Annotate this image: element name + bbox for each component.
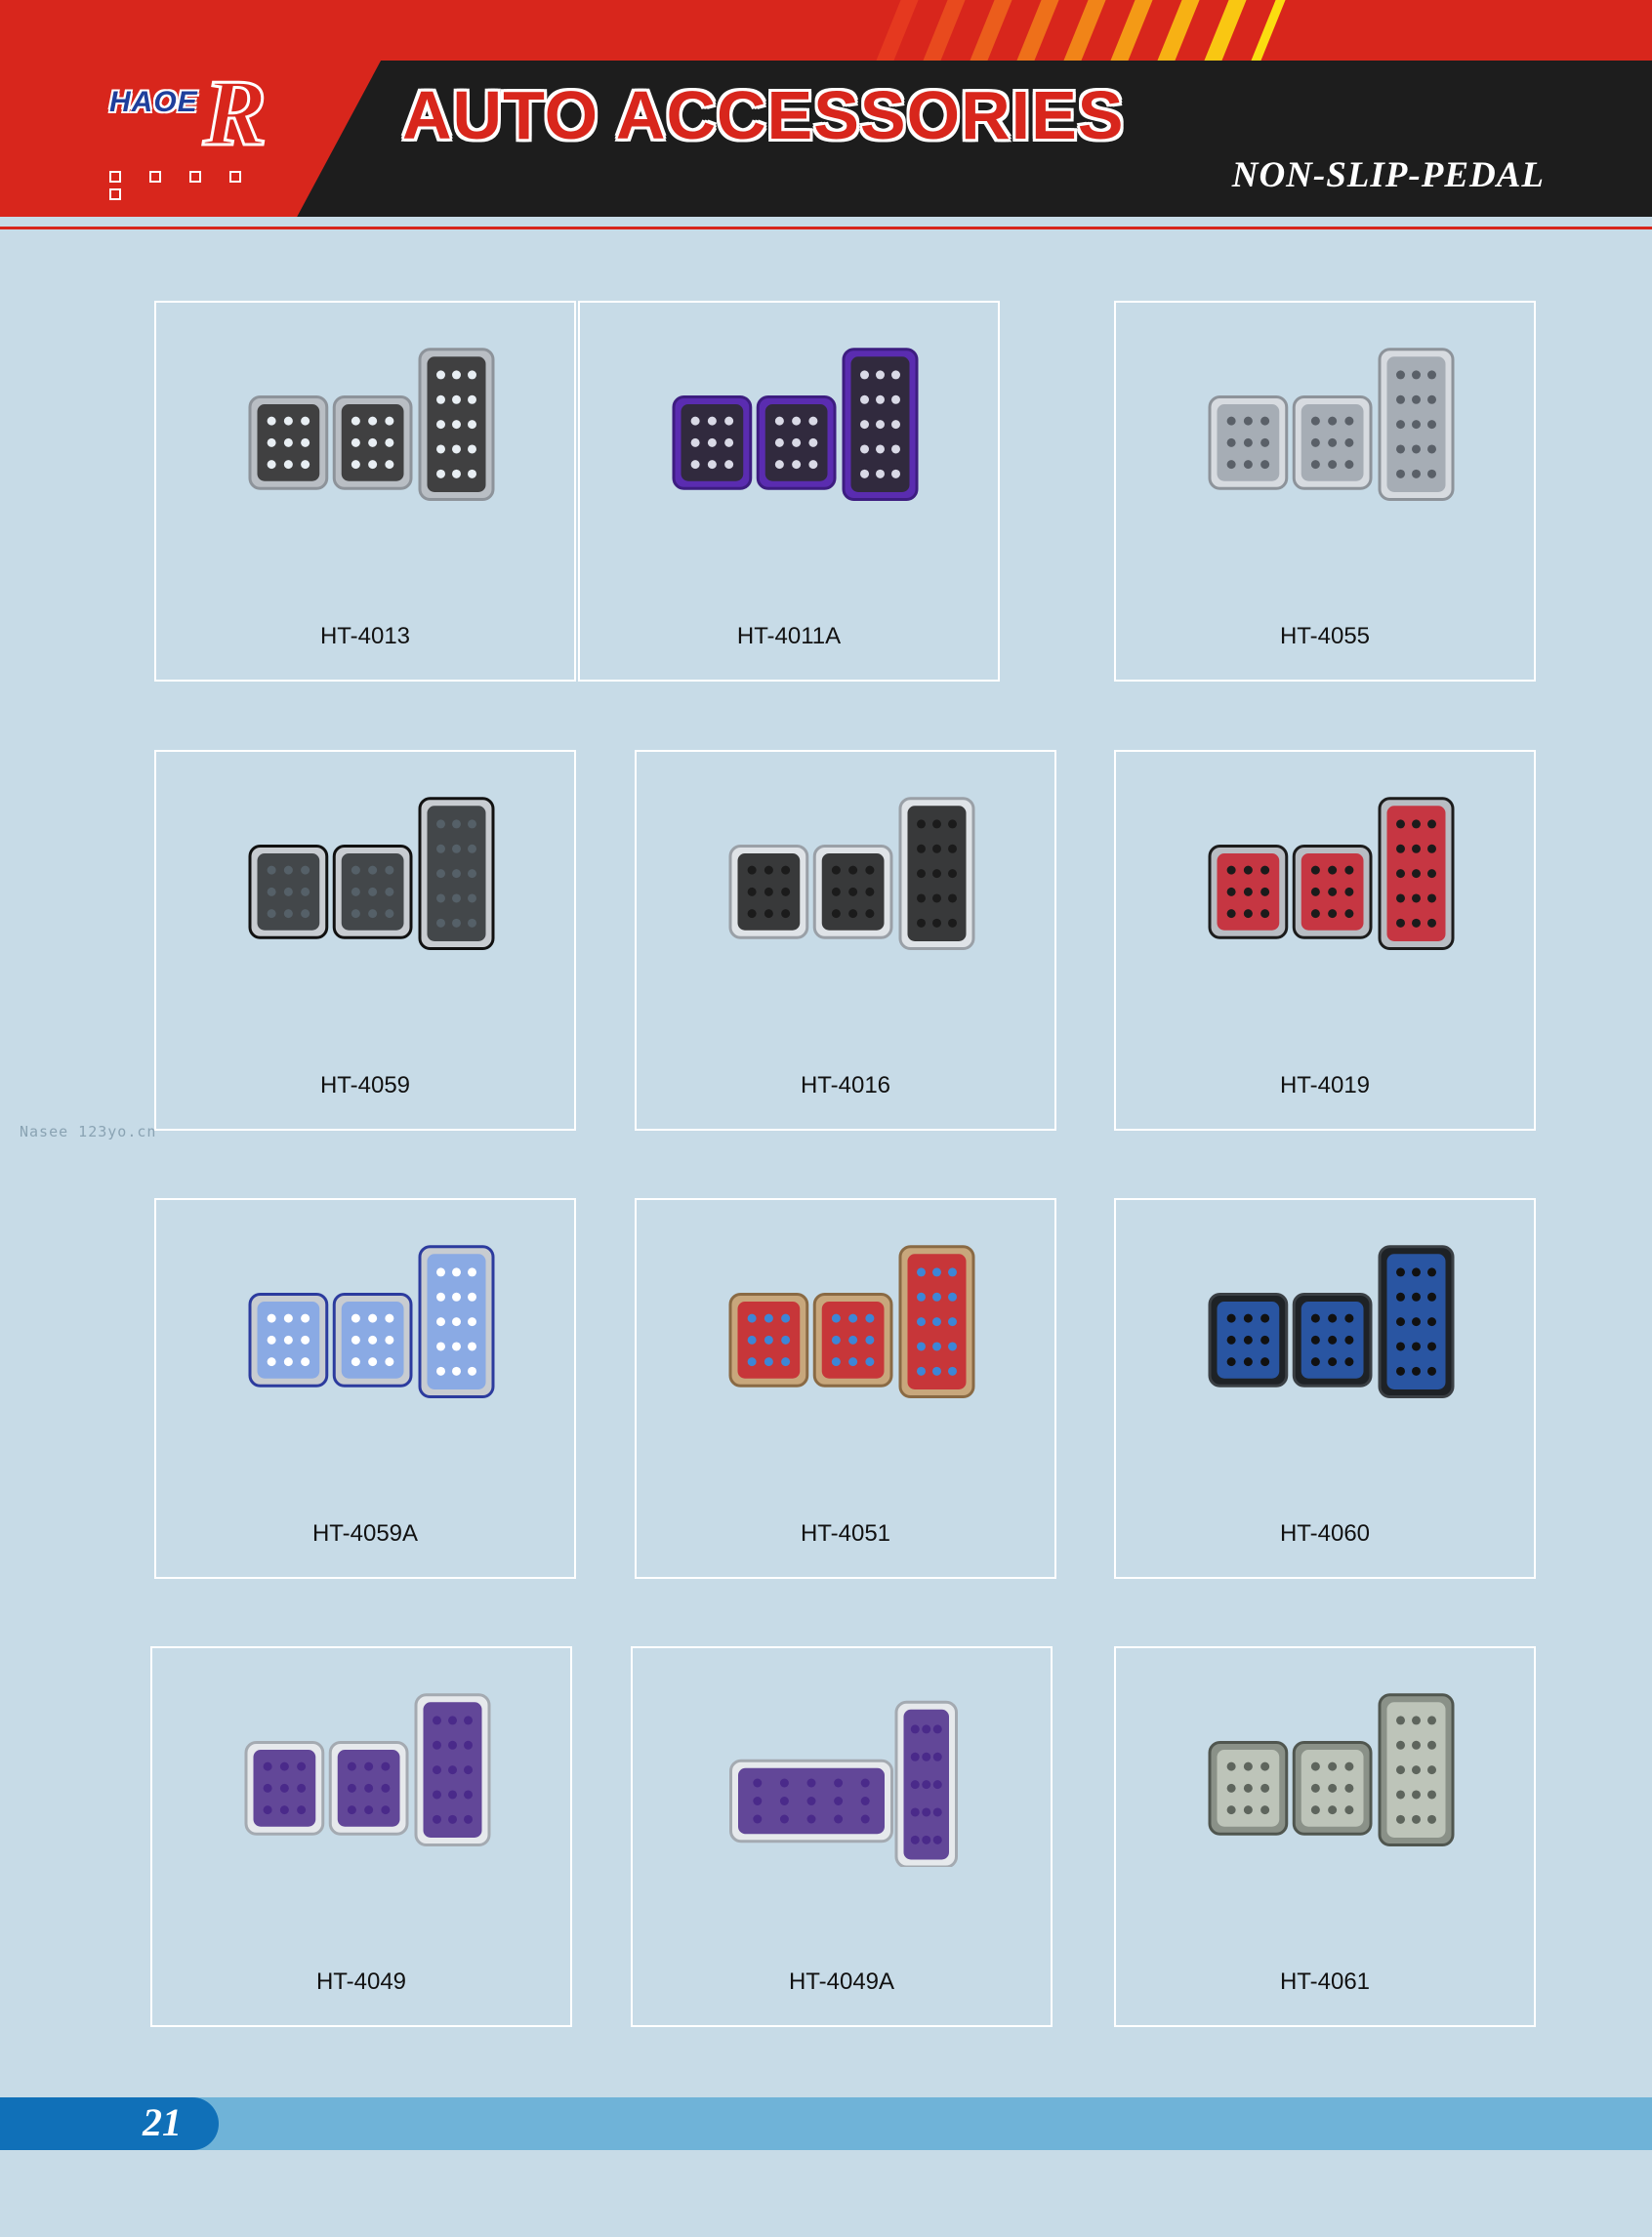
pedal-set-image [182, 795, 553, 971]
pedal-set-image [1141, 1243, 1512, 1419]
product-code: HT-4016 [800, 1072, 891, 1098]
product-card[interactable] [154, 750, 576, 1131]
product-card[interactable] [154, 301, 576, 682]
pedal-set-image [178, 1691, 549, 1867]
pedal-set-image [182, 346, 553, 521]
product-card[interactable] [631, 1646, 1053, 2027]
product-code: HT-4059 [319, 1072, 411, 1098]
page-title: AUTO ACCESSORIES [402, 77, 1125, 153]
product-code: HT-4060 [1279, 1520, 1371, 1547]
brand-logo-letter: R [203, 61, 268, 166]
pedal-set-image [1141, 1691, 1512, 1867]
page-number-tab [0, 2097, 219, 2150]
pedal-set-image [662, 795, 1033, 971]
section-subtitle: NON-SLIP-PEDAL [1231, 155, 1545, 195]
product-code: HT-4051 [800, 1520, 891, 1547]
pedal-set-image [605, 346, 976, 521]
pedal-set-image [1141, 795, 1512, 971]
pedal-set-image [1141, 346, 1512, 521]
product-code: HT-4011A [736, 623, 842, 649]
product-code: HT-4061 [1279, 1968, 1371, 1995]
footer-bar [0, 2097, 1652, 2150]
header-stripes [859, 0, 1289, 61]
product-card[interactable] [1114, 750, 1536, 1131]
brand-logo-text: HAOE [109, 86, 198, 118]
product-card[interactable] [1114, 1198, 1536, 1579]
product-card[interactable] [635, 1198, 1056, 1579]
product-code: HT-4019 [1279, 1072, 1371, 1098]
pedal-set-image [662, 1243, 1033, 1419]
product-card[interactable] [635, 750, 1056, 1131]
watermark-text: Nasee 123yo.cn [20, 1123, 157, 1140]
header-divider [0, 227, 1652, 229]
logo-squares [109, 170, 285, 205]
page-header [0, 0, 1652, 217]
page-number: 21 [143, 2100, 182, 2144]
product-card[interactable] [154, 1198, 576, 1579]
product-code: HT-4055 [1279, 623, 1371, 649]
pedal-set-image [658, 1691, 1029, 1867]
product-card[interactable] [150, 1646, 572, 2027]
product-card[interactable] [1114, 301, 1536, 682]
brand-logo [109, 61, 285, 176]
product-code: HT-4049 [315, 1968, 407, 1995]
product-code: HT-4049A [788, 1968, 895, 1995]
pedal-set-image [182, 1243, 553, 1419]
product-code: HT-4059A [311, 1520, 419, 1547]
product-code: HT-4013 [319, 623, 411, 649]
product-card[interactable] [1114, 1646, 1536, 2027]
product-card[interactable] [578, 301, 1000, 682]
